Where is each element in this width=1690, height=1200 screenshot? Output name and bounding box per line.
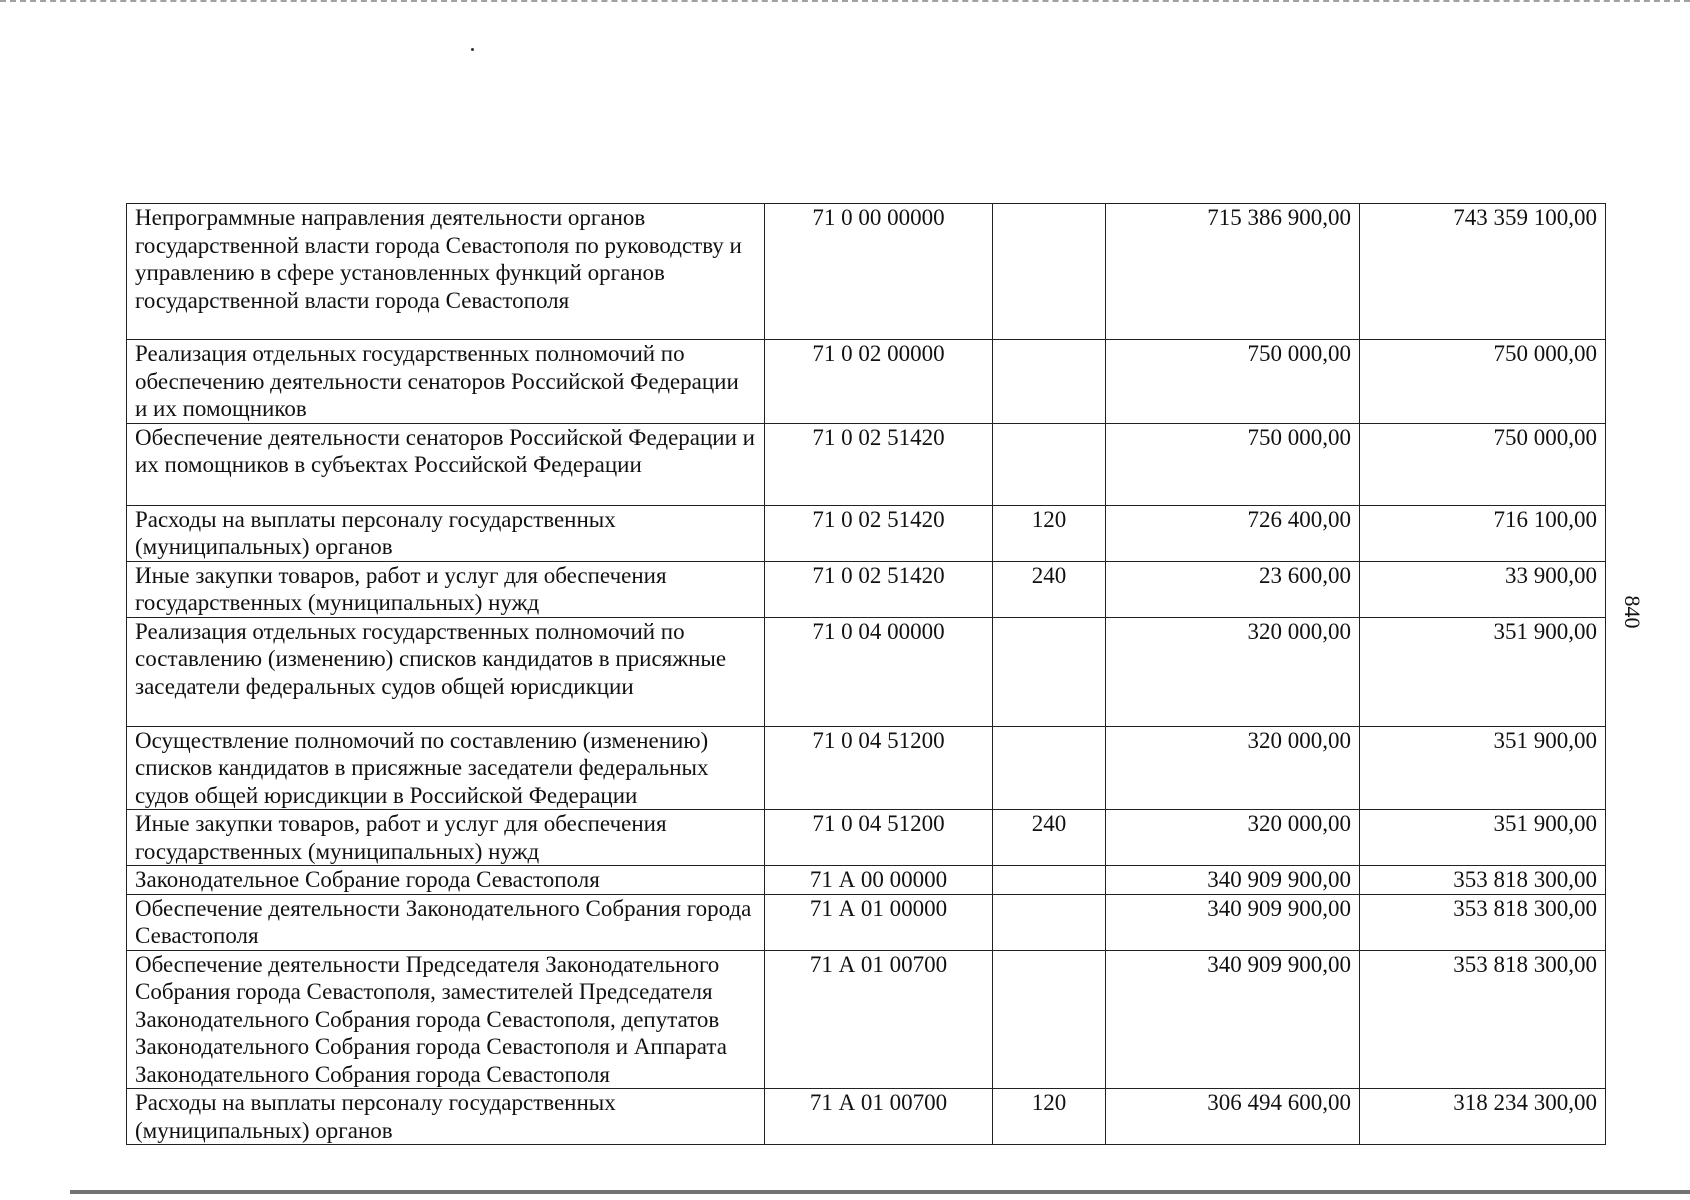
- expense-type-cell: [993, 894, 1106, 950]
- table-row: [127, 866, 1606, 895]
- expense-name-cell: Обеспечение деятельности сенаторов Российской Федерации и их помощников в субъектах Российской Федерации: [127, 423, 765, 505]
- expense-name-cell: Непрограммные направления деятельности органов государственной власти города Севастополя по руководству и управлению в сфере установленных функций органов государственной власти города Севастополя: [127, 204, 765, 340]
- amount-year1-cell: 726 400,00: [1106, 505, 1360, 561]
- target-code-cell: 71 0 02 00000: [765, 340, 993, 424]
- amount-year1-cell: 23 600,00: [1106, 561, 1360, 617]
- expense-type-cell: [993, 726, 1106, 810]
- table-row: [127, 561, 1606, 617]
- expense-type-cell: [993, 423, 1106, 505]
- target-code-cell: 71 0 00 00000: [765, 204, 993, 340]
- amount-year1-cell: 340 909 900,00: [1106, 866, 1360, 895]
- expense-name-cell: Расходы на выплаты персоналу государственных (муниципальных) органов: [127, 505, 765, 561]
- expense-type-cell: [993, 866, 1106, 895]
- table-row: [127, 340, 1606, 424]
- expense-name-cell: Обеспечение деятельности Законодательного Собрания города Севастополя: [127, 894, 765, 950]
- scan-speck: [471, 48, 474, 51]
- table-row: [127, 810, 1606, 866]
- amount-year1-cell: 306 494 600,00: [1106, 1089, 1360, 1145]
- amount-year1-cell: 320 000,00: [1106, 810, 1360, 866]
- target-code-cell: 71 0 02 51420: [765, 505, 993, 561]
- expense-type-cell: 120: [993, 1089, 1106, 1145]
- target-code-cell: 71 0 04 51200: [765, 726, 993, 810]
- expense-name-cell: Иные закупки товаров, работ и услуг для обеспечения государственных (муниципальных) нужд: [127, 561, 765, 617]
- expense-type-cell: [993, 204, 1106, 340]
- table-row: [127, 1089, 1606, 1145]
- table-row: [127, 894, 1606, 950]
- expense-type-cell: 240: [993, 561, 1106, 617]
- expense-type-cell: [993, 340, 1106, 424]
- target-code-cell: 71 А 01 00700: [765, 1089, 993, 1145]
- table-row: [127, 204, 1606, 340]
- amount-year1-cell: 320 000,00: [1106, 726, 1360, 810]
- amount-year1-cell: 320 000,00: [1106, 617, 1360, 726]
- expense-name-cell: Обеспечение деятельности Председателя Законодательного Собрания города Севастополя, заместителей Председателя Законодательного Собрания города Севастополя, депутатов Законодательного Собрания города Севастополя и Аппарата Законодательного Собрания города Севастополя: [127, 950, 765, 1089]
- amount-year2-cell: 716 100,00: [1360, 505, 1606, 561]
- amount-year1-cell: 750 000,00: [1106, 423, 1360, 505]
- table-row: [127, 617, 1606, 726]
- amount-year2-cell: 750 000,00: [1360, 423, 1606, 505]
- amount-year2-cell: 750 000,00: [1360, 340, 1606, 424]
- target-code-cell: 71 А 01 00000: [765, 894, 993, 950]
- target-code-cell: 71 0 04 00000: [765, 617, 993, 726]
- expense-name-cell: Осуществление полномочий по составлению (изменению) списков кандидатов в присяжные заседатели федеральных судов общей юрисдикции в Российской Федерации: [127, 726, 765, 810]
- target-code-cell: 71 А 01 00700: [765, 950, 993, 1089]
- amount-year1-cell: 340 909 900,00: [1106, 894, 1360, 950]
- expense-name-cell: Реализация отдельных государственных полномочий по составлению (изменению) списков кандидатов в присяжные заседатели федеральных судов общей юрисдикции: [127, 617, 765, 726]
- amount-year2-cell: 353 818 300,00: [1360, 894, 1606, 950]
- amount-year2-cell: 353 818 300,00: [1360, 866, 1606, 895]
- target-code-cell: 71 0 04 51200: [765, 810, 993, 866]
- amount-year2-cell: 743 359 100,00: [1360, 204, 1606, 340]
- table-row: [127, 950, 1606, 1089]
- amount-year2-cell: 351 900,00: [1360, 617, 1606, 726]
- amount-year2-cell: 33 900,00: [1360, 561, 1606, 617]
- expense-name-cell: Реализация отдельных государственных полномочий по обеспечению деятельности сенаторов Российской Федерации и их помощников: [127, 340, 765, 424]
- budget-table: [126, 203, 1606, 1145]
- target-code-cell: 71 0 02 51420: [765, 423, 993, 505]
- table-row: [127, 423, 1606, 505]
- expense-name-cell: Иные закупки товаров, работ и услуг для обеспечения государственных (муниципальных) нужд: [127, 810, 765, 866]
- amount-year1-cell: 750 000,00: [1106, 340, 1360, 424]
- expense-type-cell: [993, 617, 1106, 726]
- expense-type-cell: [993, 950, 1106, 1089]
- page-number: 840: [1620, 595, 1645, 629]
- amount-year2-cell: 351 900,00: [1360, 726, 1606, 810]
- amount-year1-cell: 340 909 900,00: [1106, 950, 1360, 1089]
- expense-type-cell: 120: [993, 505, 1106, 561]
- table-row: [127, 505, 1606, 561]
- amount-year2-cell: 318 234 300,00: [1360, 1089, 1606, 1145]
- amount-year2-cell: 353 818 300,00: [1360, 950, 1606, 1089]
- scan-edge-top: [0, 0, 1690, 4]
- amount-year1-cell: 715 386 900,00: [1106, 204, 1360, 340]
- expense-name-cell: Расходы на выплаты персоналу государственных (муниципальных) органов: [127, 1089, 765, 1145]
- expense-name-cell: Законодательное Собрание города Севастополя: [127, 866, 765, 895]
- amount-year2-cell: 351 900,00: [1360, 810, 1606, 866]
- table-row: [127, 726, 1606, 810]
- target-code-cell: 71 А 00 00000: [765, 866, 993, 895]
- expense-type-cell: 240: [993, 810, 1106, 866]
- target-code-cell: 71 0 02 51420: [765, 561, 993, 617]
- scan-edge-bottom: [70, 1190, 1690, 1194]
